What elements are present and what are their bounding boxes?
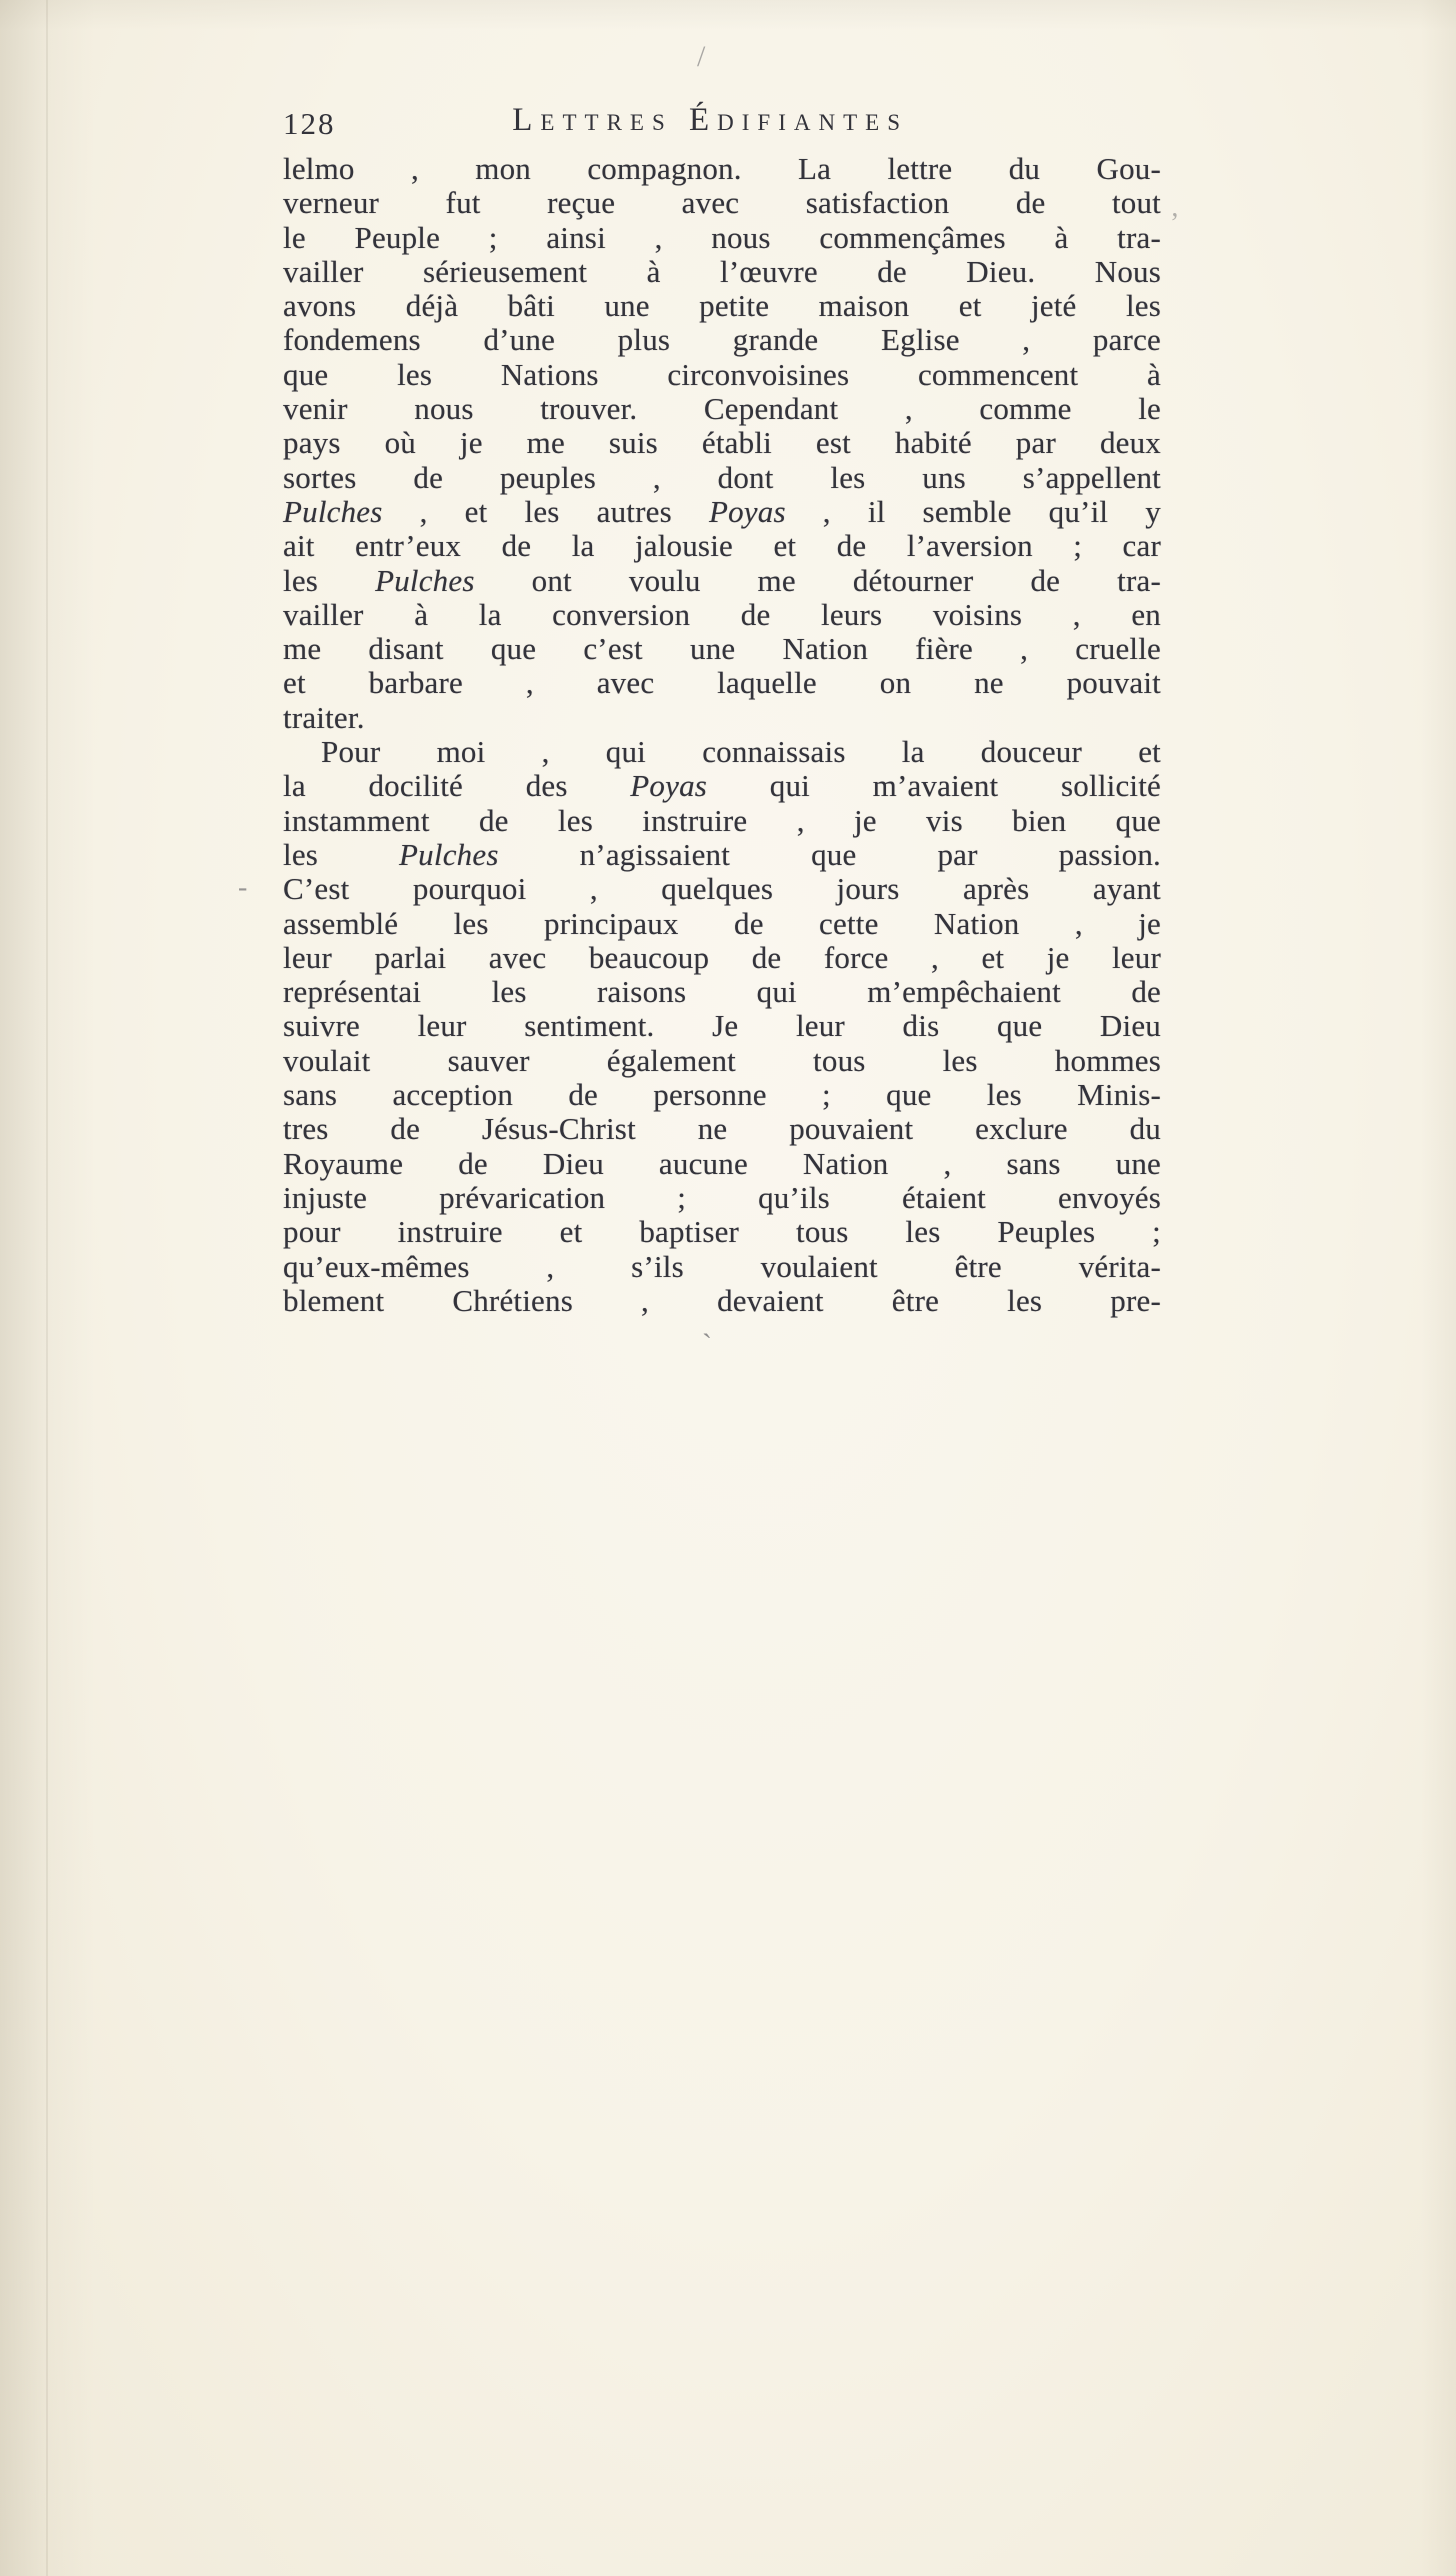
text-segment: Pour moi , qui connaissais la douceur et: [321, 734, 1161, 770]
text-segment: sans acception de personne ; que les Minis-: [283, 1077, 1161, 1113]
text-segment: représentai les raisons qui m’empêchaient de: [283, 974, 1161, 1010]
text-line: [283, 804, 1161, 838]
text-line: [283, 701, 1161, 735]
text-segment: instamment de les instruire , je vis bien que: [283, 802, 1161, 838]
text-line: [283, 872, 1161, 906]
text-line: [283, 1215, 1161, 1249]
text-line: [283, 769, 1161, 803]
text-segment: n’agissaient que par passion.: [498, 836, 1161, 872]
text-block: [283, 102, 1161, 1318]
text-line: [283, 1009, 1161, 1043]
italic-text-segment: Pulches: [283, 493, 383, 529]
scan-artifact-mark: /: [697, 40, 706, 73]
text-segment: verneur fut reçue avec satisfaction de tout: [283, 185, 1161, 221]
text-line: [283, 1181, 1161, 1215]
text-line: [283, 358, 1161, 392]
text-line: [283, 1250, 1161, 1284]
text-segment: vailler à la conversion de leurs voisins , en: [283, 596, 1161, 632]
text-line: [283, 1147, 1161, 1181]
text-segment: blement Chrétiens , devaient être les pre-: [283, 1282, 1161, 1318]
body-text: [283, 152, 1161, 1318]
text-segment: vailler sérieusement à l’œuvre de Dieu. Nous: [283, 253, 1161, 289]
italic-text-segment: Poyas: [630, 768, 708, 804]
text-segment: Royaume de Dieu aucune Nation , sans une: [283, 1145, 1161, 1181]
text-line: [283, 598, 1161, 632]
text-segment: pour instruire et baptiser tous les Peuples ;: [283, 1214, 1161, 1250]
text-line: [283, 666, 1161, 700]
text-line: [283, 323, 1161, 357]
text-segment: sortes de peuples , dont les uns s’appellent: [283, 459, 1161, 495]
text-line: [283, 632, 1161, 666]
text-line: [283, 838, 1161, 872]
text-line: [283, 186, 1161, 220]
text-segment: leur parlai avec beaucoup de force , et je leur: [283, 939, 1161, 975]
italic-text-segment: Pulches: [375, 562, 475, 598]
text-segment: ait entr’eux de la jalousie et de l’aversion ; car: [283, 528, 1161, 564]
text-segment: , il semble qu’il y: [785, 493, 1161, 529]
text-segment: assemblé les principaux de cette Nation , je: [283, 905, 1161, 941]
page-edge-shadow: [46, 0, 48, 2576]
scan-artifact-mark: ’: [1170, 208, 1180, 239]
text-line: [283, 564, 1161, 598]
text-line: [283, 1044, 1161, 1078]
text-line: [283, 1112, 1161, 1146]
page-number: 128: [283, 106, 336, 141]
text-segment: avons déjà bâti une petite maison et jeté les: [283, 288, 1161, 324]
text-segment: traiter.: [283, 699, 365, 735]
text-segment: qu’eux-mêmes , s’ils voulaient être vérita-: [283, 1248, 1161, 1284]
text-segment: , et les autres: [382, 493, 709, 529]
text-segment: me disant que c’est une Nation fière , cruelle: [283, 631, 1161, 667]
text-segment: injuste prévarication ; qu’ils étaient envoyés: [283, 1179, 1161, 1215]
text-segment: le Peuple ; ainsi , nous commençâmes à tra-: [283, 219, 1161, 255]
text-segment: les: [283, 836, 400, 872]
text-segment: que les Nations circonvoisines commencent à: [283, 356, 1161, 392]
italic-text-segment: Poyas: [708, 493, 786, 529]
text-segment: ont voulu me détourner de tra-: [474, 562, 1161, 598]
text-line: [283, 907, 1161, 941]
text-segment: C’est pourquoi , quelques jours après ayant: [283, 871, 1161, 907]
text-segment: lelmo , mon compagnon. La lettre du Gou-: [283, 151, 1161, 186]
text-segment: fondemens d’une plus grande Eglise , parce: [283, 322, 1161, 358]
text-segment: suivre leur sentiment. Je leur dis que Dieu: [283, 1008, 1161, 1044]
text-segment: venir nous trouver. Cependant , comme le: [283, 391, 1161, 427]
text-segment: les: [283, 562, 376, 598]
text-line: [283, 221, 1161, 255]
text-line: [283, 1284, 1161, 1318]
italic-text-segment: Pulches: [399, 836, 499, 872]
text-segment: la docilité des: [283, 768, 631, 804]
scan-artifact-mark: `: [702, 1328, 712, 1361]
text-segment: tres de Jésus-Christ ne pouvaient exclure du: [283, 1111, 1161, 1147]
text-segment: et barbare , avec laquelle on ne pouvait: [283, 665, 1161, 701]
text-line: [283, 255, 1161, 289]
text-line: [283, 152, 1161, 186]
scan-artifact-mark: -: [238, 872, 248, 903]
text-segment: qui m’avaient sollicité: [707, 768, 1161, 804]
text-line: [283, 392, 1161, 426]
running-header: [283, 102, 1161, 148]
text-line: [283, 289, 1161, 323]
text-line: [283, 941, 1161, 975]
text-line: [283, 461, 1161, 495]
text-segment: pays où je me suis établi est habité par deux: [283, 425, 1161, 461]
text-line: [283, 426, 1161, 460]
text-line: [283, 529, 1161, 563]
header-title: Lettres Édifiantes: [512, 102, 908, 138]
text-segment: voulait sauver également tous les hommes: [283, 1042, 1161, 1078]
text-line: [283, 735, 1161, 769]
text-line: [283, 975, 1161, 1009]
text-line: [283, 1078, 1161, 1112]
text-line: [283, 495, 1161, 529]
